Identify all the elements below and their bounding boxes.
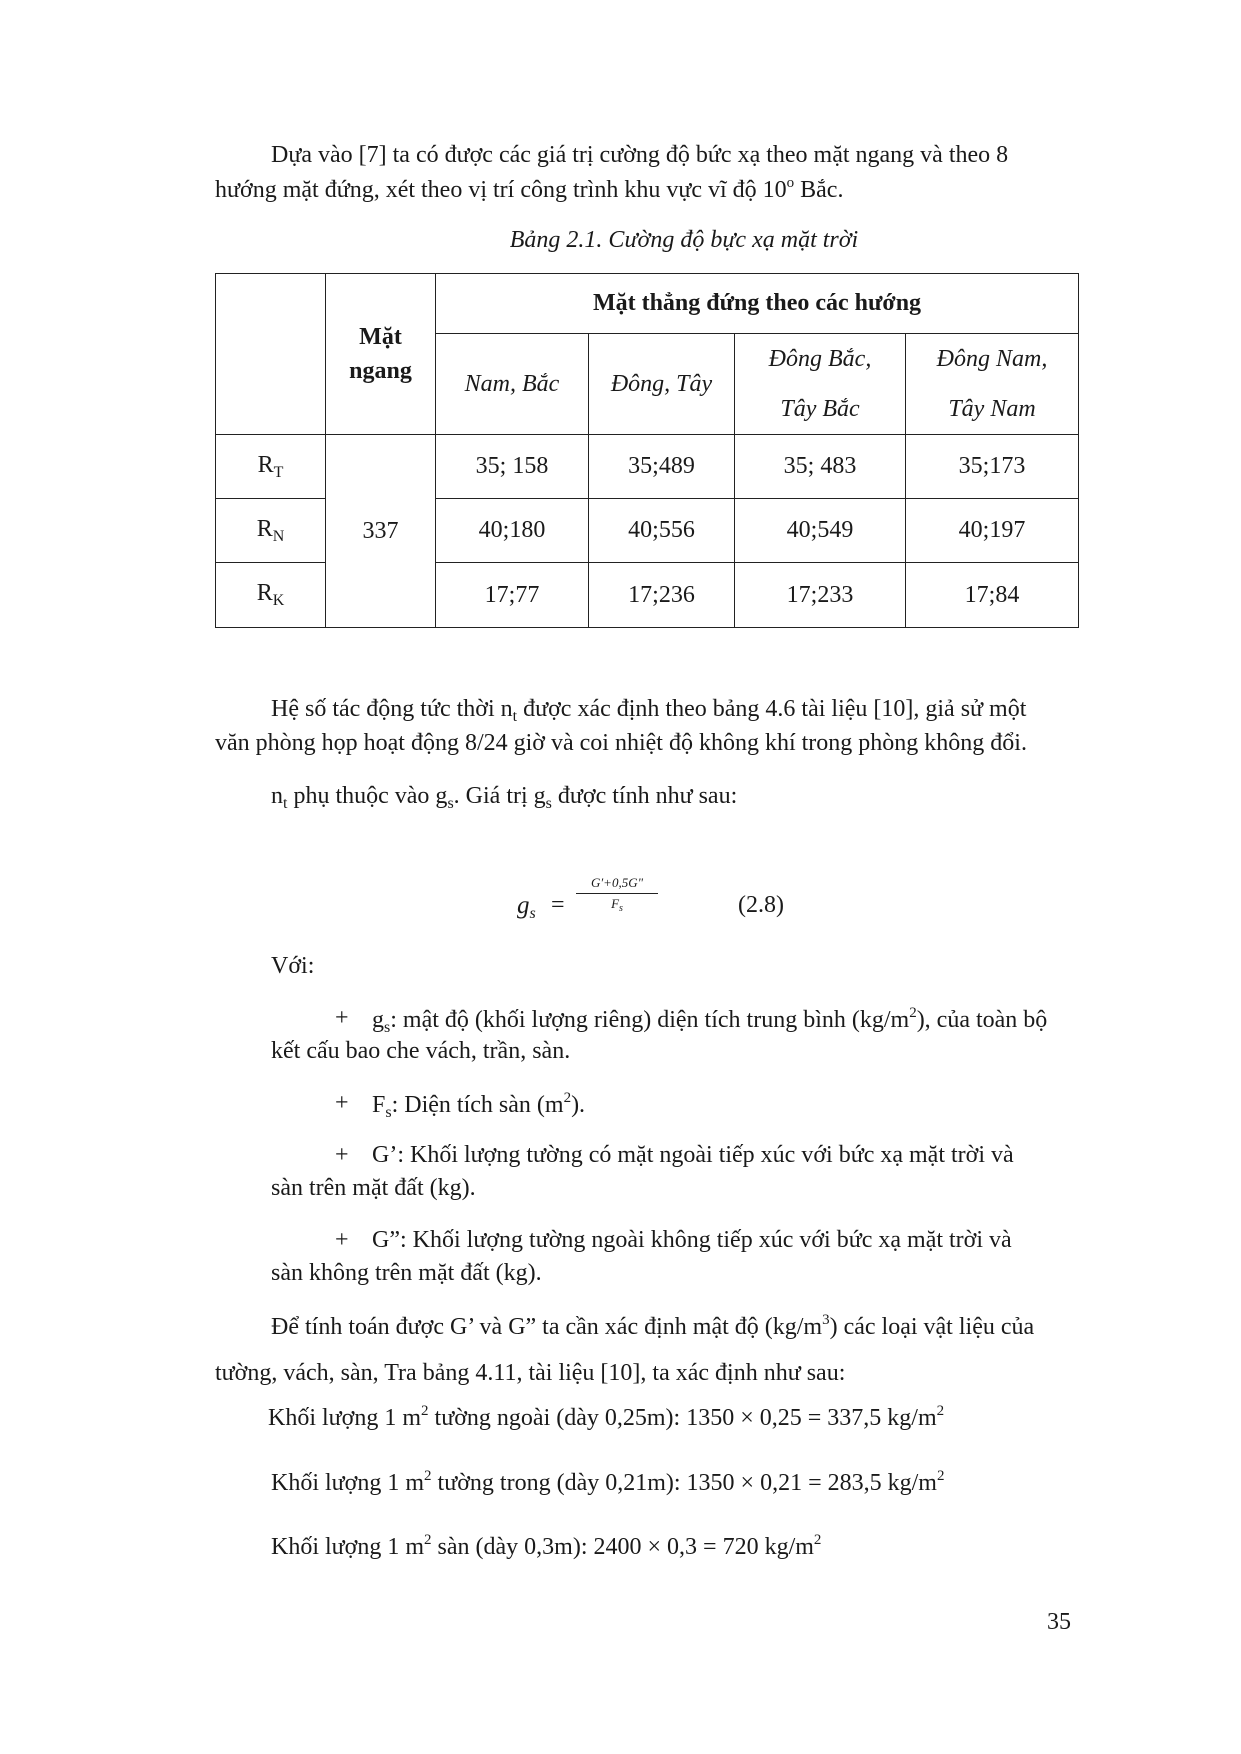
formula-lhs: $g_s$ [517,892,536,922]
page-number: 35 [1047,1609,1071,1635]
horizontal-value: 337 [326,435,436,628]
table-cell: 35; 483 [735,435,906,499]
table-cell: 40;180 [436,499,589,563]
table-caption: Bảng 2.1. Cường độ bực xạ mặt trời [509,227,859,253]
dir-dong-bac-tay-bac: Đông Bắc, Tây Bắc [735,334,906,435]
table-cell: 17;236 [589,563,735,628]
intro-line-1: Dựa vào [7] ta có được các giá trị cường độ bức xạ theo mặt ngang và theo 8 [271,142,1009,168]
row-label-rn: $R_N$ [216,499,326,563]
para-gs: $n_t$ phụ thuộc vào $g_s$. Giá trị $g_s$ được tính như sau: [271,783,738,812]
formula-denominator: $F_s$ [611,896,623,914]
para-density-line-2: tường, vách, sàn, Tra bảng 4.11, tài liệu [10], ta xác định như sau: [215,1360,846,1386]
dir-dong-tay: Đông, Tây [589,334,735,435]
mass-outer-wall: Khối lượng 1 $m^2$ tường ngoài (dày 0,25m): 1350 × 0,25 = 337,5 $kg/m^2$ [268,1403,945,1431]
radiation-table [215,273,1079,628]
corner-cell [216,274,326,435]
formula-equals: = [551,892,565,918]
item-g1-line-2: sàn trên mặt đất (kg). [271,1175,476,1201]
table-cell: 17;233 [735,563,906,628]
row-label-rk: $R_K$ [216,563,326,628]
item-g1-line-1: G’: Khối lượng tường có mặt ngoài tiếp xúc với bức xạ mặt trời và [372,1142,1014,1168]
mass-inner-wall: Khối lượng 1 $m^2$ tường trong (dày 0,21m): 1350 × 0,21 = 283,5 $kg/m^2$ [271,1468,945,1496]
item-gs-line-1: $g_s$: mật độ (khối lượng riêng) diện tích trung bình $(kg/m^2)$, của toàn bộ [372,1005,1048,1036]
bullet: + [335,1005,349,1031]
item-g2-line-2: sàn không trên mặt đất (kg). [271,1260,542,1286]
item-fs: $F_s$: Diện tích sàn $(m^2)$. [372,1090,586,1121]
formula-numerator: G′+0,5G" [590,875,644,890]
dir-nam-bac: Nam, Bắc [436,334,589,435]
mass-floor: Khối lượng 1 $m^2$ sàn (dày 0,3m): 2400 × 0,3 = 720 $kg/m^2$ [271,1532,822,1560]
item-g2-line-1: G”: Khối lượng tường ngoài không tiếp xúc với bức xạ mặt trời và [372,1227,1012,1253]
table-row [216,435,1079,499]
table-cell: 40;556 [589,499,735,563]
row-label-rt: $R_T$ [216,435,326,499]
header-vertical: Mặt thẳng đứng theo các hướng [436,274,1079,334]
fraction-bar [576,893,658,894]
bullet: + [335,1090,349,1116]
bullet: + [335,1142,349,1168]
intro-line-2: hướng mặt đứng, xét theo vị trí công trình khu vực vĩ độ 10$^o$ Bắc. [215,175,844,203]
table-cell: 40;549 [735,499,906,563]
formula-fraction [576,875,658,917]
table-cell: 17;77 [436,563,589,628]
para-density-line-1: Để tính toán được G’ và G” ta cần xác định mật độ $(kg/m^3)$ các loại vật liệu của [271,1312,1035,1340]
para-nt-line-1: Hệ số tác động tức thời $n_t$ được xác định theo bảng 4.6 tài liệu [10], giả sử một [271,696,1027,725]
para-nt-line-2: văn phòng họp hoạt động 8/24 giờ và coi nhiệt độ không khí trong phòng không đổi. [215,730,1027,756]
dir-dong-nam-tay-nam: Đông Nam, Tây Nam [906,334,1079,435]
table-cell: 35;173 [906,435,1079,499]
table-cell: 40;197 [906,499,1079,563]
bullet: + [335,1227,349,1253]
voi-label: Với: [271,953,315,979]
degree-sign: o [786,175,795,191]
table-cell: 17;84 [906,563,1079,628]
formula-number: (2.8) [738,892,784,918]
item-gs-line-2: kết cấu bao che vách, trần, sàn. [271,1038,571,1064]
table-cell: 35;489 [589,435,735,499]
table-cell: 35; 158 [436,435,589,499]
header-horizontal: Mặt ngang [326,274,436,435]
